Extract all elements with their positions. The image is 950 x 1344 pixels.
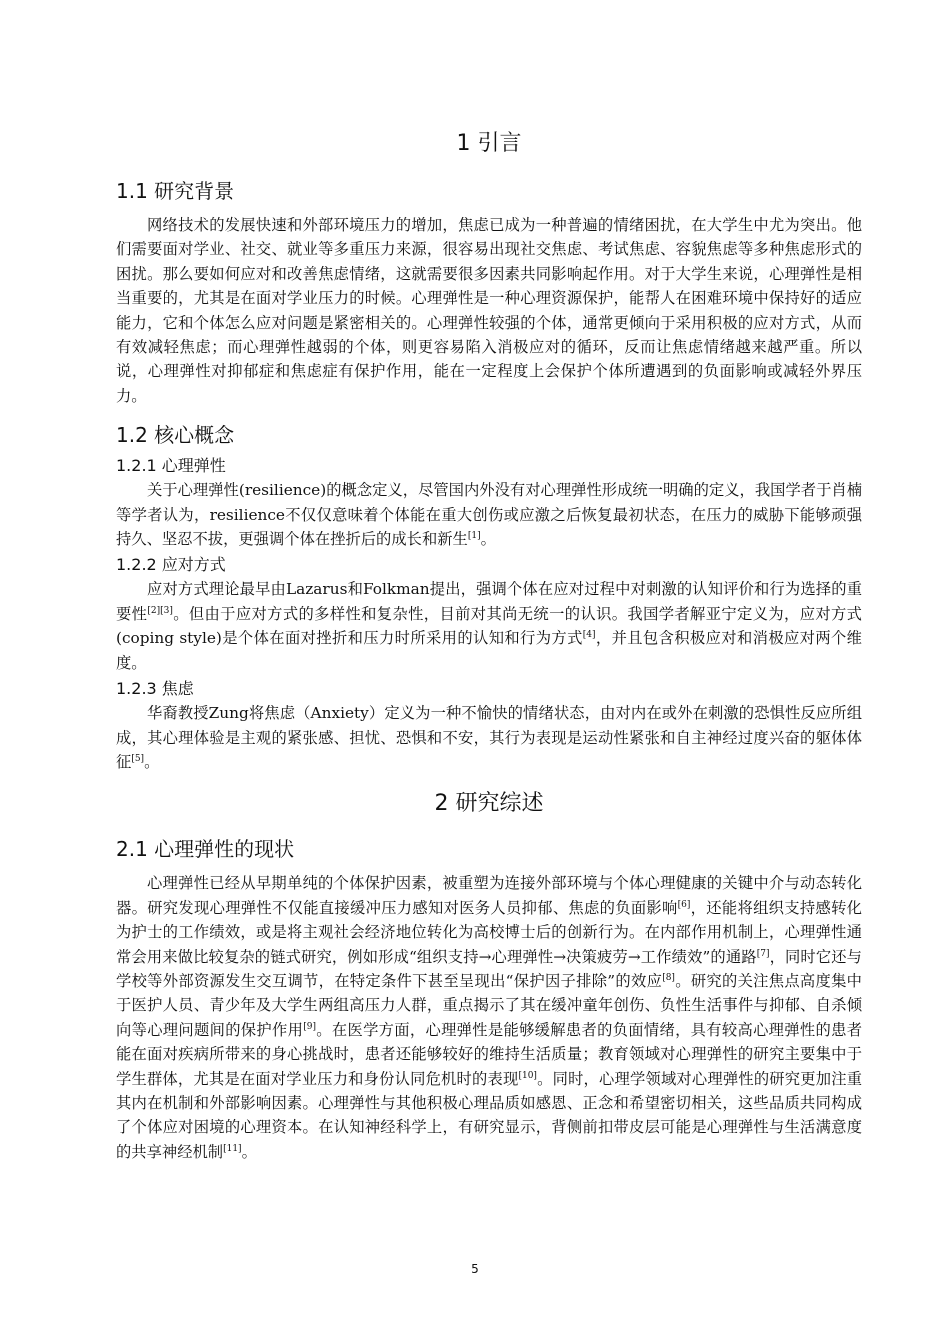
heading-anxiety: 1.2.3 焦虑 xyxy=(116,679,194,699)
heading-core-concepts: 1.2 核心概念 xyxy=(116,423,235,448)
citation-9: [9] xyxy=(303,1021,316,1032)
paragraph-resilience-status xyxy=(116,871,862,1164)
resilience-text: 关于心理弹性(resilience)的概念定义，尽管国内外没有对心理弹性形成统一明确的定义，我国学者于肖楠等学者认为，resilience不仅仅意味着个体能在重大创伤或应激之后恢复最初状态，在压力的威胁下能够顽强持久、坚忍不拔，更强调个体在挫折后的成长和新生 xyxy=(116,481,862,549)
status-text-a: 心理弹性已经从早期单纯的个体保护因素，被重塑为连接外部环境与个体心理健康的关键中介与动态转化器。研究发现心理弹性不仅能直接缓冲压力感知对医务人员抑郁、焦虑的负面影响 xyxy=(116,874,862,917)
citation-1: [1] xyxy=(467,531,481,542)
citation-11: [11] xyxy=(223,1143,242,1154)
coping-text-a: 应对方式理论最早由Lazarus和Folkman提出，强调个体在应对过程中对刺激的认知评价和行为选择的重要性 xyxy=(116,580,862,623)
citation-7: [7] xyxy=(756,948,770,959)
citation-10: [10] xyxy=(518,1070,537,1081)
status-text-d: 。研究的关注焦点高度集中于医护人员、青少年及大学生两组高压力人群，重点揭示了其在缓冲童年创伤、负性生活事件与抑郁、自杀倾向等心理问题间的保护作用 xyxy=(116,971,862,1039)
heading-research-background: 1.1 研究背景 xyxy=(116,179,235,203)
citation-8: [8] xyxy=(662,972,675,983)
resilience-text-end: 。 xyxy=(480,530,496,549)
heading-coping-style: 1.2.2 应对方式 xyxy=(116,555,226,575)
heading-resilience: 1.2.1 心理弹性 xyxy=(116,456,226,476)
citation-3: [3] xyxy=(160,605,173,616)
paragraph-coping xyxy=(116,577,862,675)
citation-6: [6] xyxy=(677,899,691,910)
status-text-f: 。同时，心理学领域对心理弹性的研究更加注重其内在机制和外部影响因素。心理弹性与其他积极心理品质如感恩、正念和希望密切相关，这些品质共同构成了个体应对困境的心理资本。在认知神经科学上，有研究显示，背侧前扣带皮层可能是心理弹性与生活满意度的共享神经机制 xyxy=(116,1069,862,1161)
paragraph-anxiety xyxy=(116,701,862,774)
page-content xyxy=(116,126,862,1164)
status-text-c: ，同时它还与学校等外部资源发生交互调节，在特定条件下甚至呈现出“保护因子排除”的效应 xyxy=(116,947,862,990)
paragraph-resilience xyxy=(116,478,862,551)
status-text-e: 。在医学方面，心理弹性是能够缓解患者的负面情绪，具有较高心理弹性的患者能在面对疾病所带来的身心挑战时，患者还能够较好的维持生活质量；教育领域对心理弹性的研究主要集中于学生群体，尤其是在面对学业压力和身份认同危机时的表现 xyxy=(116,1020,862,1088)
citation-5: [5] xyxy=(131,753,145,764)
coping-text-c: ，并且包含积极应对和消极应对两个维度。 xyxy=(116,629,862,672)
heading-research-review: 2 研究综述 xyxy=(434,791,544,817)
citation-2: [2] xyxy=(147,605,161,616)
heading-resilience-status: 2.1 心理弹性的现状 xyxy=(116,837,295,862)
heading-introduction: 1 引言 xyxy=(456,131,522,156)
citation-4: [4] xyxy=(582,630,596,641)
paragraph-background: 网络技术的发展快速和外部环境压力的增加，焦虑已成为一种普遍的情绪困扰，在大学生中尤为突出。他们需要面对学业、社交、就业等多重压力来源，很容易出现社交焦虑、考试焦虑、容貌焦虑等多种焦虑形式的困扰。那么要如何应对和改善焦虑情绪，这就需要很多因素共同影响起作用。对于大学生来说，心理弹性是相当重要的，尤其是在面对学业压力的时候。心理弹性是一种心理资源保护，能帮人在困难环境中保持好的适应能力，它和个体怎么应对问题是紧密相关的。心理弹性较强的个体，通常更倾向于采用积极的应对方式，从而有效减轻焦虑；而心理弹性越弱的个体，则更容易陷入消极应对的循环，反而让焦虑情绪越来越严重。所以说，心理弹性对抑郁症和焦虑症有保护作用，能在一定程度上会保护个体所遭遇到的负面影响或减轻外界压力。 xyxy=(116,216,862,405)
status-text-b: ，还能将组织支持感转化为护士的工作绩效，或是将主观社会经济地位转化为高校博士后的创新行为。在内部作用机制上，心理弹性通常会用来做比较复杂的链式研究，例如形成“组织支持→心理弹性→决策疲劳→工作绩效”的通路 xyxy=(116,898,862,966)
page-number: 5 xyxy=(471,1262,479,1276)
status-text-end: 。 xyxy=(241,1142,257,1161)
anxiety-text-end: 。 xyxy=(144,752,160,771)
anxiety-text: 华裔教授Zung将焦虑（Anxiety）定义为一种不愉快的情绪状态，由对内在或外在刺激的恐惧性反应所组成，其心理体验是主观的紧张感、担忧、恐惧和不安，其行为表现是运动性紧张和自主神经过度兴奋的躯体体征 xyxy=(116,704,862,771)
coping-text-b: 。但由于应对方式的多样性和复杂性，目前对其尚无统一的认识。我国学者解亚宁定义为，应对方式(coping style)是个体在面对挫折和压力时所采用的认知和行为方式 xyxy=(116,604,862,648)
